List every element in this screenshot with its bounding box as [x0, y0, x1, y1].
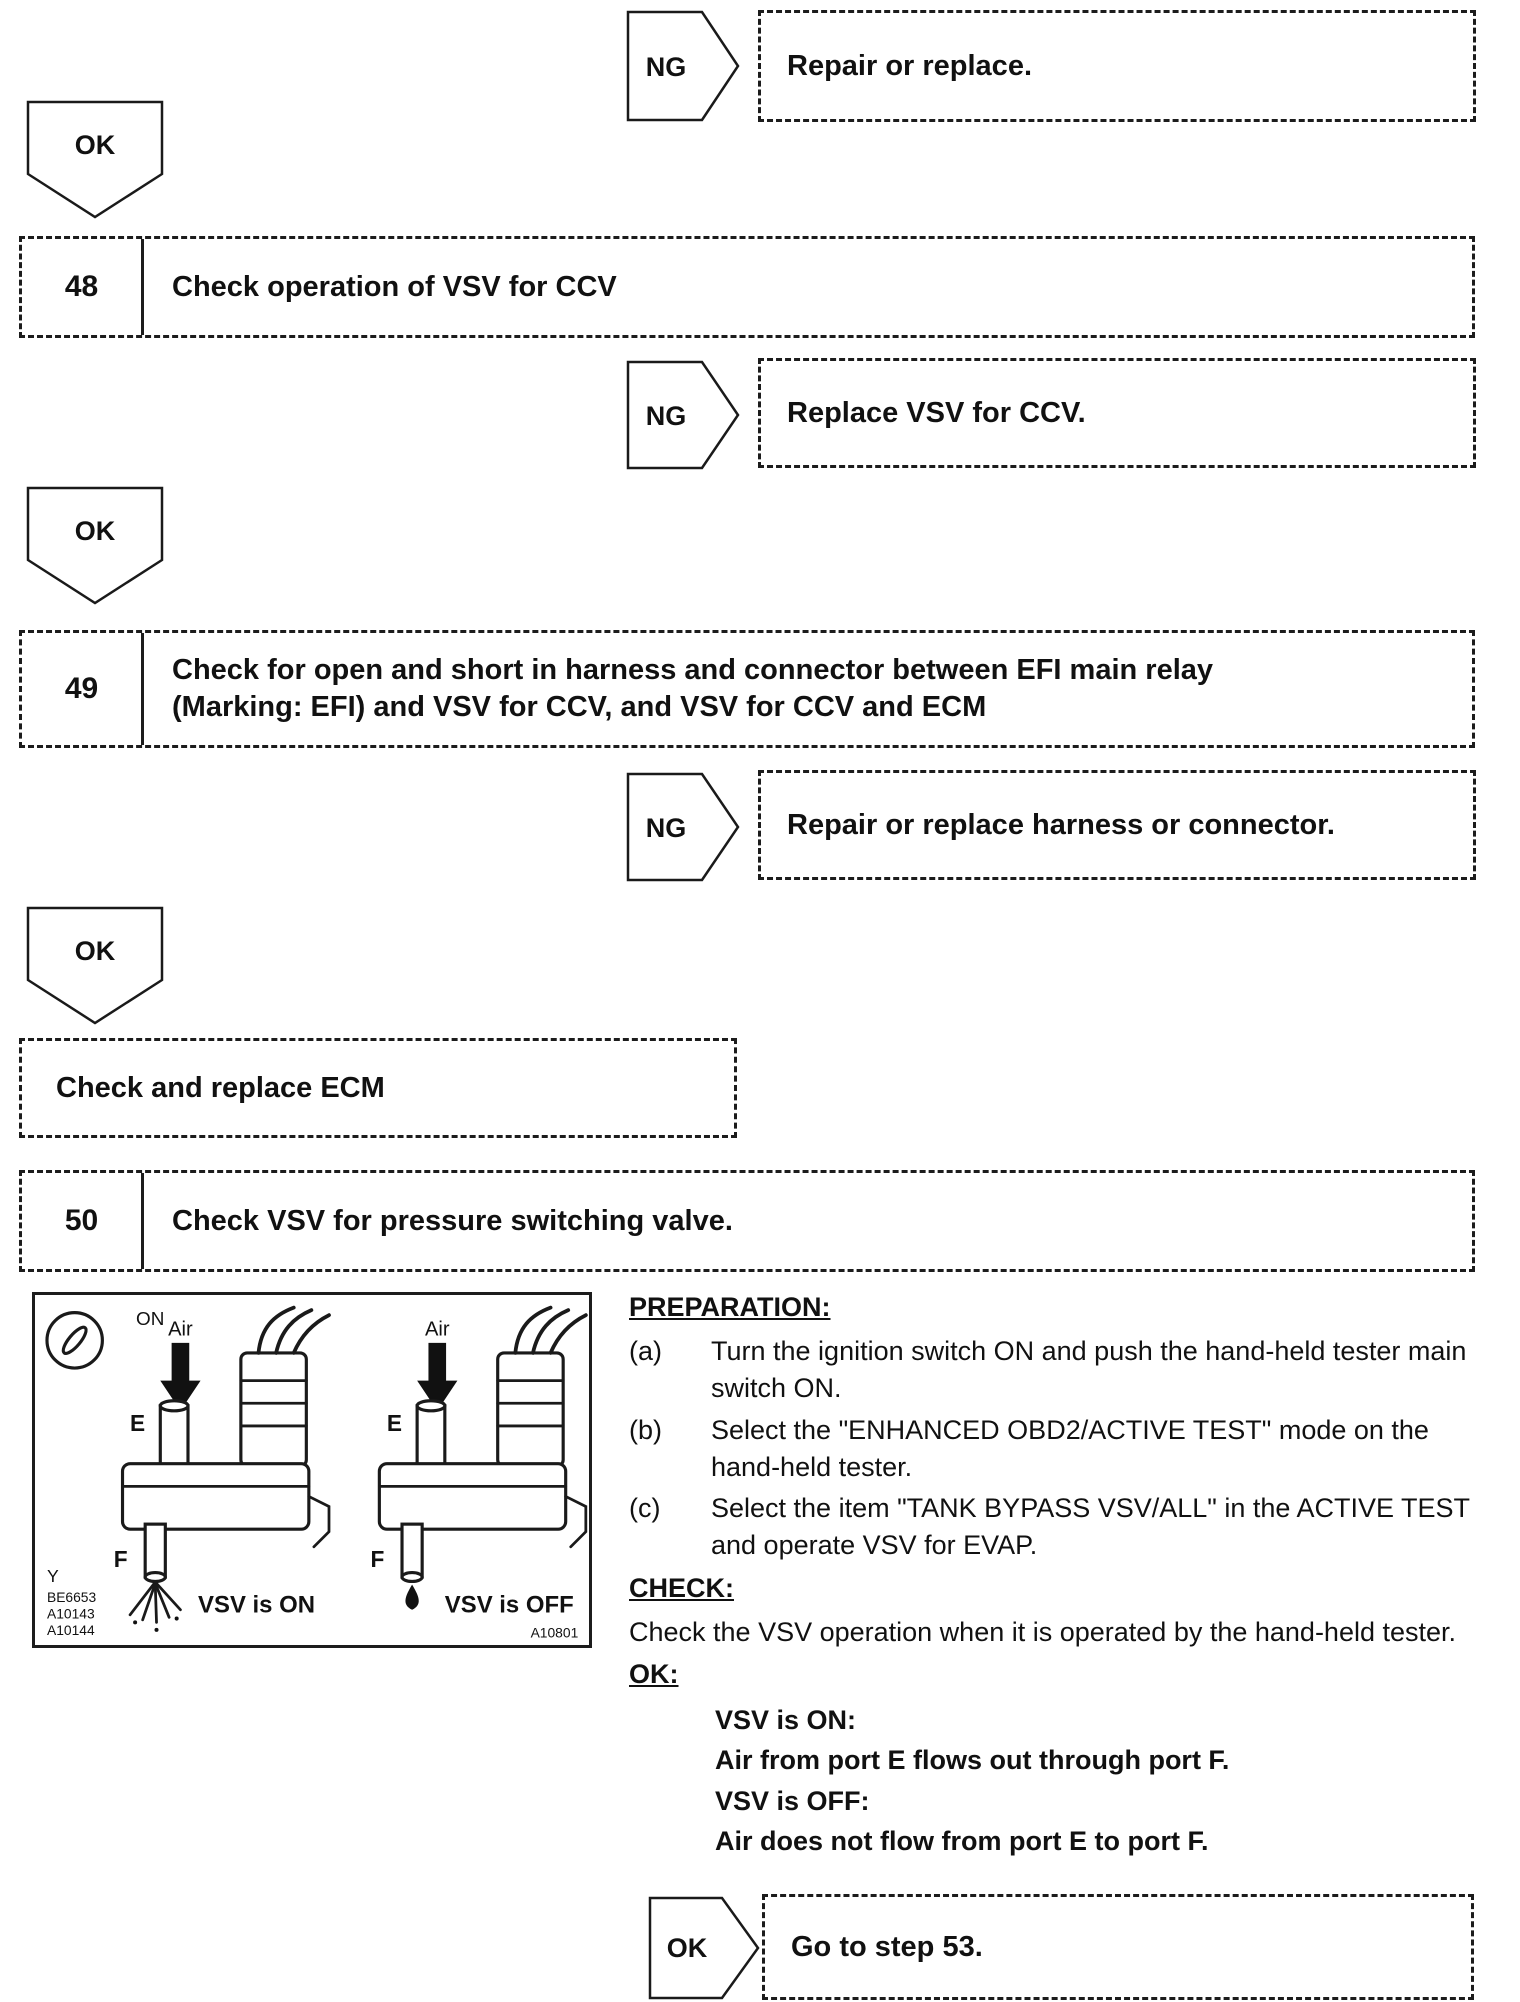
item-tag: (a) — [629, 1336, 662, 1366]
ok-connector-3 — [26, 906, 164, 1026]
figure-code: A10143 — [46, 1605, 95, 1622]
connector-body — [241, 1353, 306, 1466]
droplet-icon — [405, 1585, 418, 1610]
ok-criteria-line: VSV is OFF: — [715, 1785, 870, 1816]
mounting-bracket — [309, 1496, 329, 1546]
figure-code: A10144 — [46, 1621, 95, 1638]
port-f-label: F — [370, 1545, 385, 1572]
ng-label: NG — [645, 813, 687, 843]
port-e-tube — [160, 1406, 188, 1466]
step-48-title: Check operation of VSV for CCV — [172, 270, 617, 303]
step-49-title-line2: (Marking: EFI) and VSV for CCV, and VSV for CCV and ECM — [172, 691, 987, 723]
ok-label: OK — [74, 936, 116, 966]
port-e-label: E — [130, 1409, 146, 1436]
result-text: Repair or replace harness or connector. — [787, 808, 1335, 841]
ok-criteria-line: VSV is ON: — [715, 1704, 857, 1735]
figure-code: BE6653 — [46, 1589, 97, 1606]
ecm-action-box — [19, 1038, 737, 1138]
result-box-repair-or-replace — [758, 10, 1476, 122]
figure-code: A10801 — [530, 1624, 579, 1641]
step-48-box — [19, 236, 1475, 338]
item-tag: (c) — [629, 1493, 661, 1523]
ok-criteria — [715, 1700, 1495, 1862]
vsv-valve-on-drawing — [114, 1308, 329, 1632]
result-box-repair-harness — [758, 770, 1476, 880]
wire — [294, 1315, 329, 1353]
ignition-on-label: ON — [136, 1309, 165, 1331]
ecm-action-text: Check and replace ECM — [56, 1071, 385, 1104]
ng-connector-2 — [626, 360, 740, 470]
result-text: Go to step 53. — [791, 1930, 983, 1963]
wire — [551, 1315, 586, 1353]
step-50-title: Check VSV for pressure switching valve. — [172, 1204, 733, 1237]
step-49-title-line1: Check for open and short in harness and connector between EFI main relay — [172, 654, 1214, 687]
ok-label: OK — [666, 1933, 708, 1963]
vsv-valve-illustration — [35, 1295, 589, 1645]
port-f-tube — [402, 1524, 422, 1577]
step-48-number: 48 — [22, 239, 144, 335]
instruction-item — [629, 1412, 1495, 1487]
ok-connector-4 — [648, 1896, 760, 2000]
preparation-heading: PREPARATION: — [629, 1292, 831, 1322]
air-spray-icon — [130, 1582, 180, 1632]
ok-heading: OK: — [629, 1658, 679, 1689]
ok-connector-1 — [26, 100, 164, 220]
valve-body — [123, 1464, 309, 1529]
result-box-replace-vsv-ccv — [758, 358, 1476, 468]
result-text: Replace VSV for CCV. — [787, 396, 1086, 429]
instructions-column — [629, 1292, 1495, 1862]
item-text: Select the "ENHANCED OBD2/ACTIVE TEST" mode on the hand-held tester. — [711, 1414, 1429, 1482]
check-text: Check the VSV operation when it is operated by the hand-held tester. — [629, 1616, 1457, 1647]
result-box-go-to-step-53 — [762, 1894, 1474, 2000]
port-f-tube — [145, 1524, 165, 1577]
air-label: Air — [168, 1318, 193, 1341]
vsv-off-label: VSV is OFF — [444, 1591, 574, 1619]
ok-label: OK — [74, 516, 116, 546]
ok-connector-2 — [26, 486, 164, 606]
ng-connector-1 — [626, 10, 740, 122]
connector-body — [498, 1353, 563, 1466]
port-e-tube — [417, 1406, 445, 1466]
item-tag: (b) — [629, 1414, 662, 1445]
step-49-number: 49 — [22, 633, 144, 745]
ng-label: NG — [645, 52, 687, 82]
ignition-switch-icon — [47, 1313, 102, 1368]
item-text: Turn the ignition switch ON and push the hand-held tester main switch ON. — [711, 1336, 1467, 1404]
ok-criteria-line: Air does not flow from port E to port F. — [715, 1826, 1209, 1857]
check-heading: CHECK: — [629, 1572, 734, 1603]
item-text: Select the item "TANK BYPASS VSV/ALL" in the ACTIVE TEST and operate VSV for EVAP. — [711, 1493, 1470, 1561]
ok-criteria-line: Air from port E flows out through port F. — [715, 1745, 1230, 1776]
result-text: Repair or replace. — [787, 49, 1032, 82]
port-e-label: E — [386, 1409, 403, 1436]
mounting-bracket — [566, 1496, 586, 1546]
ng-connector-3 — [626, 772, 740, 882]
ng-label: NG — [645, 401, 687, 431]
port-f-label: F — [113, 1545, 128, 1572]
instruction-item — [629, 1490, 1495, 1565]
step-50-box — [19, 1170, 1475, 1272]
instruction-item — [629, 1333, 1495, 1408]
vsv-on-label: VSV is ON — [198, 1591, 315, 1619]
vsv-illustration-frame — [32, 1292, 592, 1648]
air-label: Air — [424, 1318, 450, 1341]
y-axis-label: Y — [46, 1566, 59, 1587]
step-50-number: 50 — [22, 1173, 144, 1269]
ok-label: OK — [74, 130, 116, 160]
valve-body — [379, 1464, 565, 1529]
vsv-valve-off-drawing — [371, 1308, 586, 1619]
step-49-box — [19, 630, 1475, 748]
